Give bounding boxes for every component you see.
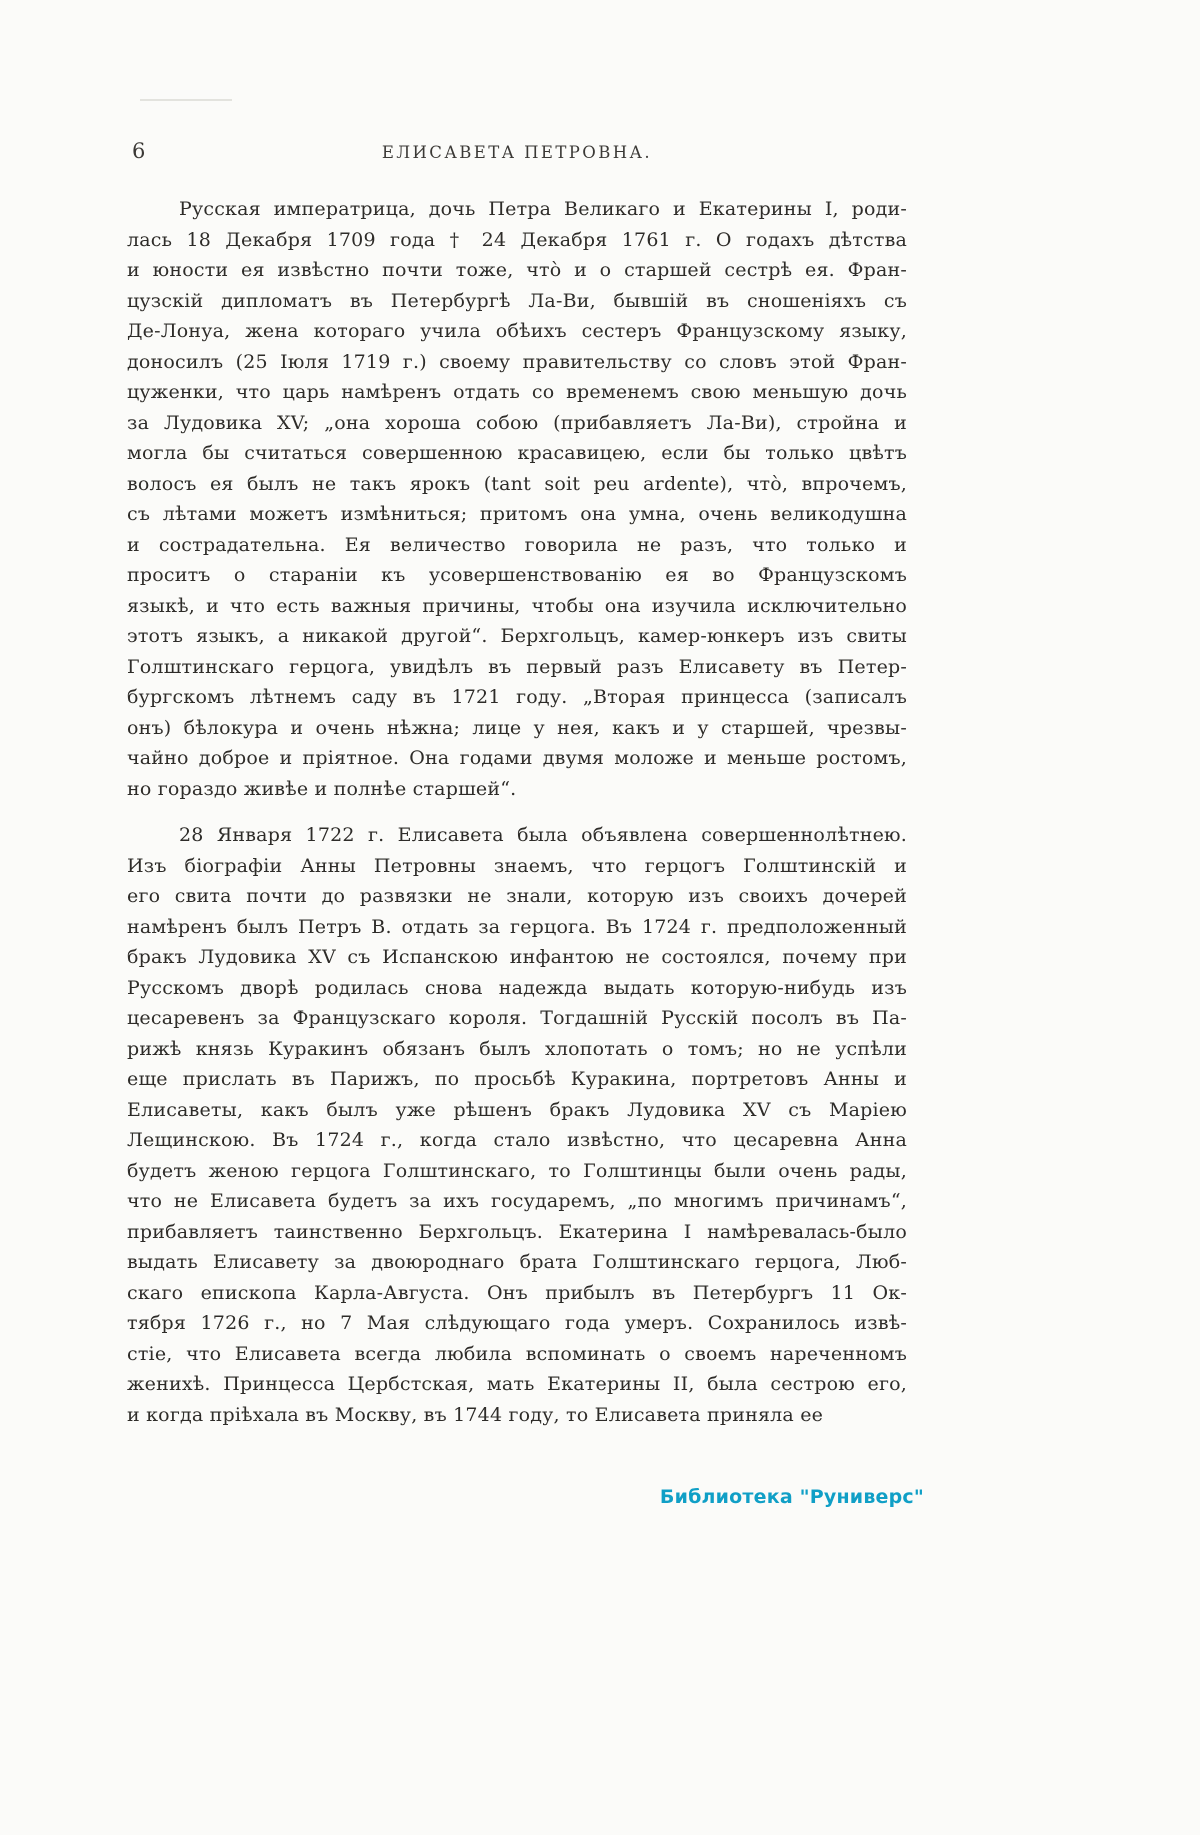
- text-line: лась 18 Декабря 1709 года † 24 Декабря 1761 г. О годахъ дѣтства: [127, 228, 907, 251]
- text-line: женихѣ. Принцесса Цербстская, мать Екатерины II, была сестрою его,: [127, 1373, 907, 1395]
- text-line: что не Елисавета будетъ за ихъ государемъ, „по многимъ причинамъ“,: [127, 1190, 907, 1212]
- text-line: и сострадательна. Ея величество говорила не разъ, что только и: [127, 533, 907, 556]
- text-line: Русскомъ дворѣ родилась снова надежда выдать которую-нибудь изъ: [127, 976, 907, 999]
- library-watermark: Библиотека "Руниверс": [659, 1486, 924, 1508]
- text-line: тября 1726 г., но 7 Мая слѣдующаго года умеръ. Сохранилось извѣ-: [127, 1312, 907, 1334]
- text-line: но гораздо живѣе и полнѣе старшей“.: [127, 777, 517, 800]
- text-line: цесаревенъ за Французскаго короля. Тогдашній Русскій посолъ въ Па-: [127, 1007, 907, 1029]
- scan-artifact-line: [140, 99, 232, 101]
- text-line: этотъ языкъ, а никакой другой“. Берхгольцъ, камер-юнкеръ изъ свиты: [127, 625, 907, 647]
- paragraph-1: [127, 194, 907, 804]
- text-line: прибавляетъ таинственно Берхгольцъ. Екатерина I намѣревалась-было: [127, 1220, 907, 1243]
- text-line: языкѣ, и что есть важныя причины, чтобы она изучила исключительно: [127, 594, 907, 617]
- text-line: Елисаветы, какъ былъ уже рѣшенъ бракъ Лудовика XV съ Маріею: [127, 1098, 907, 1121]
- text-line: Голштинскаго герцога, увидѣлъ въ первый разъ Елисавету въ Петер-: [127, 655, 907, 678]
- paragraph-2: [127, 820, 907, 1430]
- text-line: 28 Января 1722 г. Елисавета была объявлена совершеннолѣтнею.: [179, 824, 907, 846]
- text-line: Лещинскою. Въ 1724 г., когда стало извѣстно, что цесаревна Анна: [127, 1129, 907, 1151]
- text-line: рижѣ князь Куракинъ обязанъ былъ хлопотать о томъ; но не успѣли: [127, 1037, 907, 1060]
- text-line: чайно доброе и пріятное. Она годами двумя моложе и меньше ростомъ,: [127, 747, 907, 769]
- text-line: и юности ея извѣстно почти тоже, чтò и о старшей сестрѣ ея. Фран-: [127, 259, 907, 281]
- text-line: будетъ женою герцога Голштинскаго, то Голштинцы были очень рады,: [127, 1159, 907, 1182]
- text-line: проситъ о стараніи къ усовершенствованію ея во Французскомъ: [127, 564, 907, 586]
- text-column: [127, 194, 907, 1430]
- page-number: 6: [132, 139, 146, 163]
- running-title: ЕЛИСАВЕТА ПЕТРОВНА.: [381, 143, 653, 162]
- text-line: скаго епископа Карла-Августа. Онъ прибылъ въ Петербургъ 11 Ок-: [127, 1281, 907, 1304]
- text-line: выдать Елисавету за двоюроднаго брата Голштинскаго герцога, Люб-: [127, 1251, 907, 1273]
- text-line: за Лудовика XV; „она хороша собою (прибавляетъ Ла-Ви), стройна и: [127, 411, 907, 434]
- text-line: могла бы считаться совершенною красавицею, если бы только цвѣтъ: [127, 442, 907, 464]
- text-line: цуженки, что царь намѣренъ отдать со временемъ свою меньшую дочь: [127, 381, 907, 403]
- text-line: бургскомъ лѣтнемъ саду въ 1721 году. „Вторая принцесса (записалъ: [127, 686, 907, 708]
- text-line: Изъ біографіи Анны Петровны знаемъ, что герцогъ Голштинскій и: [127, 854, 907, 877]
- text-line: волосъ ея былъ не такъ ярокъ (tant soit peu ardente), чтò, впрочемъ,: [127, 472, 907, 495]
- text-line: бракъ Лудовика XV съ Испанскою инфантою не состоялся, почему при: [127, 946, 907, 968]
- text-line: и когда пріѣхала въ Москву, въ 1744 году, то Елисавета приняла ее: [127, 1403, 824, 1426]
- text-line: доносилъ (25 Іюля 1719 г.) своему правительству со словъ этой Фран-: [127, 350, 907, 373]
- text-line: съ лѣтами можетъ измѣниться; притомъ она умна, очень великодушна: [127, 503, 907, 525]
- text-line: цузскій дипломатъ въ Петербургѣ Ла-Ви, бывшій въ сношеніяхъ съ: [127, 289, 907, 312]
- text-line: Де-Лонуа, жена котораго учила обѣихъ сестеръ Французскому языку,: [127, 320, 907, 342]
- text-line: онъ) бѣлокура и очень нѣжна; лице у нея, какъ и у старшей, чрезвы-: [127, 716, 907, 739]
- text-line: его свита почти до развязки не знали, которую изъ своихъ дочерей: [127, 885, 907, 907]
- text-line: Русская императрица, дочь Петра Великаго и Екатерины I, роди-: [179, 198, 907, 220]
- text-line: еще прислать въ Парижъ, по просьбѣ Куракина, портретовъ Анны и: [127, 1068, 907, 1090]
- text-line: намѣренъ былъ Петръ В. отдать за герцога. Въ 1724 г. предположенный: [127, 915, 907, 938]
- text-line: стіе, что Елисавета всегда любила вспоминать о своемъ нареченномъ: [127, 1342, 907, 1365]
